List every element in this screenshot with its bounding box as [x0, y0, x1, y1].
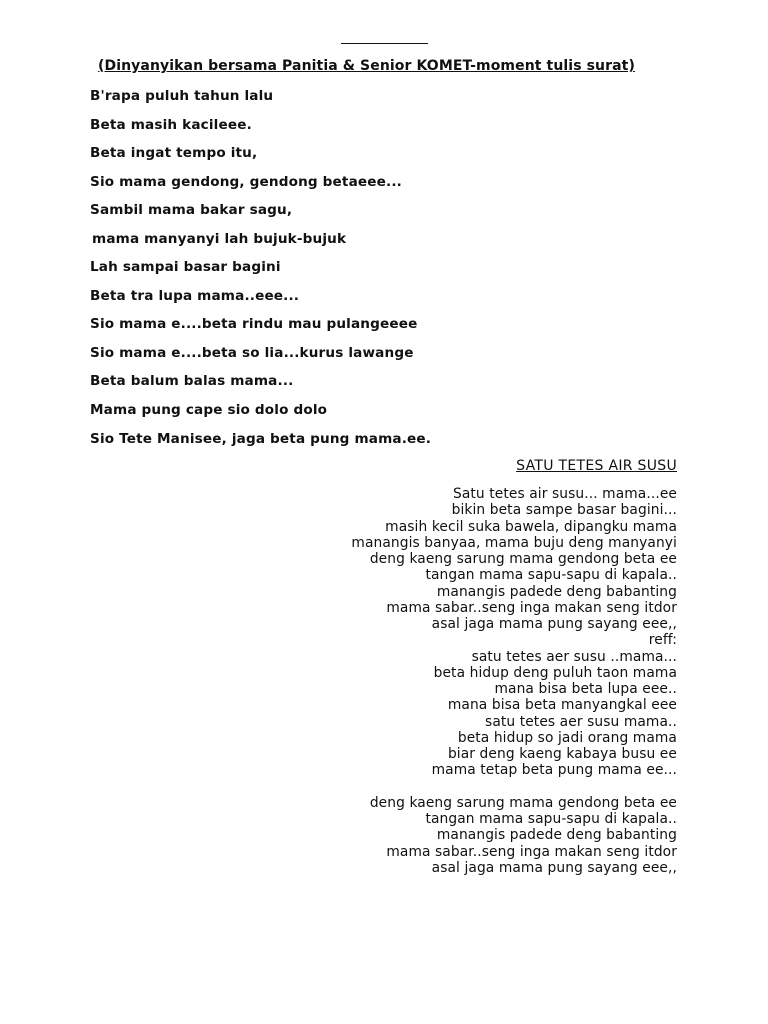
- lyric-line: tangan mama sapu-sapu di kapala..: [425, 567, 677, 584]
- lyric-line: bikin beta sampe basar bagini...: [451, 502, 677, 519]
- lyric-line: Mama pung cape sio dolo dolo: [90, 402, 328, 419]
- lyric-line: mama tetap beta pung mama ee...: [431, 762, 677, 779]
- lyric-line: tangan mama sapu-sapu di kapala..: [425, 811, 677, 827]
- lyric-line: Beta ingat tempo itu,: [90, 145, 258, 162]
- lyric-line: satu tetes aer susu mama..: [485, 713, 677, 730]
- lyric-line: Beta balum balas mama...: [90, 373, 294, 390]
- song1-subtitle: (Dinyanyikan bersama Panitia & Senior KOMET-moment tulis surat): [98, 58, 635, 74]
- lyric-line: mana bisa beta manyangkal eee: [447, 697, 677, 714]
- lyric-line: mana bisa beta lupa eee..: [494, 681, 677, 697]
- lyric-line: mama sabar..seng inga makan seng itdor: [386, 599, 677, 616]
- lyric-line: Sio Tete Manisee, jaga beta pung mama.ee.: [90, 430, 432, 447]
- lyric-line: B'rapa puluh tahun lalu: [90, 88, 274, 104]
- lyric-line: biar deng kaeng kabaya busu ee: [447, 746, 677, 762]
- lyric-line: mama manyanyi lah bujuk-bujuk: [92, 230, 347, 247]
- lyric-line: deng kaeng sarung mama gendong beta ee: [369, 551, 677, 567]
- lyric-line: manangis padede deng babanting: [436, 827, 677, 844]
- lyric-line: Beta tra lupa mama..eee...: [90, 287, 300, 304]
- lyric-line: Lah sampai basar bagini: [90, 259, 281, 276]
- lyric-line: satu tetes aer susu ..mama...: [471, 648, 677, 665]
- lyric-line: manangis padede deng babanting: [436, 583, 677, 600]
- stanza-gap: [351, 779, 677, 795]
- lyric-line: Sambil mama bakar sagu,: [90, 202, 293, 219]
- lyric-line: manangis banyaa, mama buju deng manyanyi: [351, 534, 677, 551]
- lyric-line: beta hidup so jadi orang mama: [457, 729, 677, 746]
- header-rule: [341, 43, 428, 44]
- lyric-line: Sio mama e....beta so lia...kurus lawange: [90, 344, 414, 361]
- song2-lyrics: [351, 486, 677, 876]
- lyric-line: Sio mama e....beta rindu mau pulangeeee: [90, 316, 418, 333]
- lyric-line: masih kecil suka bawela, dipangku mama: [385, 518, 677, 535]
- lyric-line: asal jaga mama pung sayang eee,,: [431, 616, 677, 632]
- lyric-line: asal jaga mama pung sayang eee,,: [431, 859, 677, 876]
- lyric-line: mama sabar..seng inga makan seng itdor: [386, 843, 677, 860]
- lyric-line: beta hidup deng puluh taon mama: [433, 664, 677, 681]
- song1-lyrics: [90, 86, 431, 457]
- lyric-line: Satu tetes air susu... mama...ee: [453, 486, 677, 502]
- reff-label: reff:: [648, 632, 677, 649]
- song2-title: SATU TETES AIR SUSU: [516, 458, 677, 474]
- lyric-line: Beta masih kacileee.: [90, 116, 252, 133]
- lyric-line: deng kaeng sarung mama gendong beta ee: [369, 794, 677, 811]
- lyric-line: Sio mama gendong, gendong betaeee...: [90, 173, 402, 190]
